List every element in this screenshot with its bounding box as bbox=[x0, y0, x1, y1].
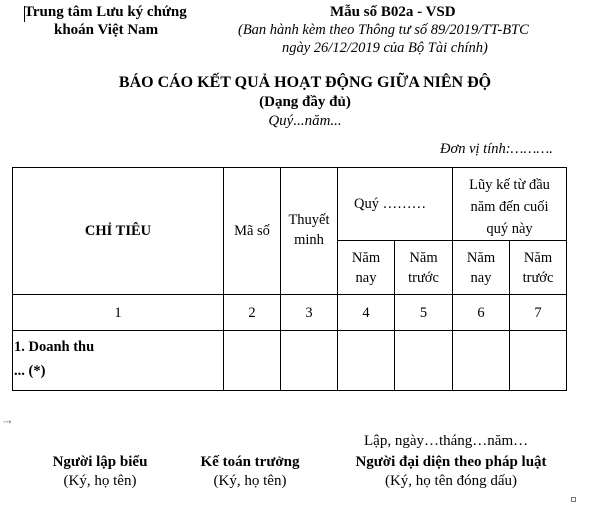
row-label bbox=[13, 331, 224, 391]
organization-name-line1: Trung tâm Lưu ký chứng bbox=[24, 4, 187, 20]
row-cell-empty bbox=[395, 331, 453, 391]
row-label-line1: 1. Doanh thu bbox=[14, 339, 95, 355]
prev-year-line1: Năm bbox=[409, 249, 438, 266]
this-year-line1: Năm bbox=[466, 249, 496, 266]
header-quarter-this-year bbox=[338, 241, 395, 295]
legal-representative-title: Người đại diện theo pháp luật bbox=[355, 454, 547, 470]
prev-year-line2: trước bbox=[408, 269, 439, 286]
this-year-line1: Năm bbox=[351, 249, 381, 266]
date-line: Lập, ngày…tháng…năm… bbox=[364, 433, 529, 449]
end-of-cell-marker-icon bbox=[571, 497, 576, 502]
header-cumulative bbox=[453, 168, 567, 241]
header-cumulative-this-year bbox=[453, 241, 510, 295]
prev-year-line1: Năm bbox=[523, 249, 553, 266]
row-cell-empty bbox=[338, 331, 395, 391]
income-statement-table bbox=[12, 167, 567, 391]
header-cumulative-prev-year bbox=[510, 241, 567, 295]
header-quarter-prev-year bbox=[395, 241, 453, 295]
currency-unit: Đơn vị tính:………. bbox=[440, 141, 553, 157]
column-number: 1 bbox=[13, 295, 224, 331]
header-cumulative-line2: năm đến cuối bbox=[470, 199, 549, 215]
this-year-line2: nay bbox=[470, 269, 492, 286]
header-note-line2: minh bbox=[294, 232, 324, 248]
header-indicator: CHỈ TIÊU bbox=[13, 168, 224, 295]
prev-year-line2: trước bbox=[522, 269, 554, 286]
this-year-line2: nay bbox=[355, 269, 377, 286]
row-cell-empty bbox=[224, 331, 281, 391]
column-number: 2 bbox=[224, 295, 281, 331]
chief-accountant-title: Kế toán trưởng bbox=[200, 454, 300, 470]
header-note bbox=[281, 168, 338, 295]
header-cumulative-line1: Lũy kế từ đầu bbox=[469, 177, 550, 193]
column-number: 7 bbox=[510, 295, 567, 331]
column-number: 3 bbox=[281, 295, 338, 331]
row-label-line2: ... (*) bbox=[14, 363, 46, 379]
preparer-title: Người lập biểu bbox=[52, 454, 148, 470]
header-code: Mã số bbox=[224, 168, 281, 295]
report-subtitle: (Dạng đầy đủ) bbox=[259, 94, 351, 110]
issued-note-line2: ngày 26/12/2019 của Bộ Tài chính) bbox=[282, 40, 488, 56]
header-quarter: Quý ……… bbox=[338, 168, 453, 241]
report-title: BÁO CÁO KẾT QUẢ HOẠT ĐỘNG GIỮA NIÊN ĐỘ bbox=[118, 74, 492, 91]
legal-representative-sign: (Ký, họ tên đóng dấu) bbox=[384, 473, 518, 489]
column-number: 6 bbox=[453, 295, 510, 331]
column-number: 5 bbox=[395, 295, 453, 331]
column-number-row bbox=[13, 295, 567, 331]
column-number: 4 bbox=[338, 295, 395, 331]
paragraph-marker-icon: ⇢ bbox=[3, 417, 12, 428]
organization-name-line2: khoán Việt Nam bbox=[54, 22, 159, 38]
issued-note-line1: (Ban hành kèm theo Thông tư số 89/2019/TT-BTC bbox=[238, 22, 529, 38]
table-row bbox=[13, 331, 567, 391]
chief-accountant-sign: (Ký, họ tên) bbox=[213, 473, 287, 489]
header-cumulative-line3: quý này bbox=[486, 221, 533, 237]
row-cell-empty bbox=[281, 331, 338, 391]
form-number: Mẫu số B02a - VSD bbox=[330, 4, 456, 20]
report-period: Quý...năm... bbox=[268, 113, 342, 129]
row-cell-empty bbox=[510, 331, 567, 391]
preparer-sign: (Ký, họ tên) bbox=[63, 473, 137, 489]
row-cell-empty bbox=[453, 331, 510, 391]
header-note-line1: Thuyết bbox=[288, 212, 330, 228]
